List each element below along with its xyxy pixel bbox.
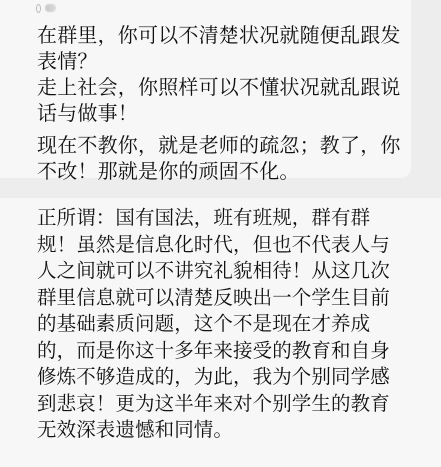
message-text-2 bbox=[37, 205, 413, 444]
message-line: 表情？ bbox=[37, 49, 98, 73]
message-line: 修炼不够造成的，为此，我为个别同学感 bbox=[37, 365, 390, 388]
message-line: 话与做事！ bbox=[37, 101, 138, 125]
message-bubble-2[interactable] bbox=[0, 198, 441, 467]
message-1-paragraph-1 bbox=[37, 22, 407, 74]
message-bubble-1[interactable] bbox=[0, 0, 411, 183]
message-line: 不改！那就是你的顽固不化。 bbox=[37, 159, 300, 183]
message-line: 的基础素质问题，这个不是现在才养成 bbox=[37, 312, 371, 335]
message-1-paragraph-2 bbox=[37, 74, 407, 126]
message-line: 现在不教你，就是老师的疏忽；教了，你 bbox=[37, 133, 401, 157]
at-icon bbox=[36, 4, 41, 13]
message-line: 规！虽然是信息化时代，但也不代表人与 bbox=[37, 232, 390, 256]
message-line: 到悲哀！更为这半年来对个别学生的教育 bbox=[37, 391, 390, 415]
message-line: 群里信息就可以清楚反映出一个学生目前 bbox=[37, 285, 390, 309]
message-line: 人之间就可以不讲究礼貌相待！从这几次 bbox=[37, 259, 390, 282]
message-line: 走上社会，你照样可以不懂状况就乱跟说 bbox=[37, 75, 401, 99]
message-line: 无效深表遗憾和同情。 bbox=[37, 418, 234, 441]
blurred-sender-name bbox=[45, 4, 56, 12]
message-text-1 bbox=[37, 22, 407, 183]
sender-mention bbox=[36, 3, 56, 13]
message-line: 的，而是你这十多年来接受的教育和自身 bbox=[37, 338, 390, 362]
message-line: 在群里，你可以不清楚状况就随便乱跟发 bbox=[37, 23, 401, 47]
message-line: 正所谓：国有国法，班有班规，群有群 bbox=[37, 206, 371, 229]
message-1-paragraph-3 bbox=[37, 132, 407, 184]
